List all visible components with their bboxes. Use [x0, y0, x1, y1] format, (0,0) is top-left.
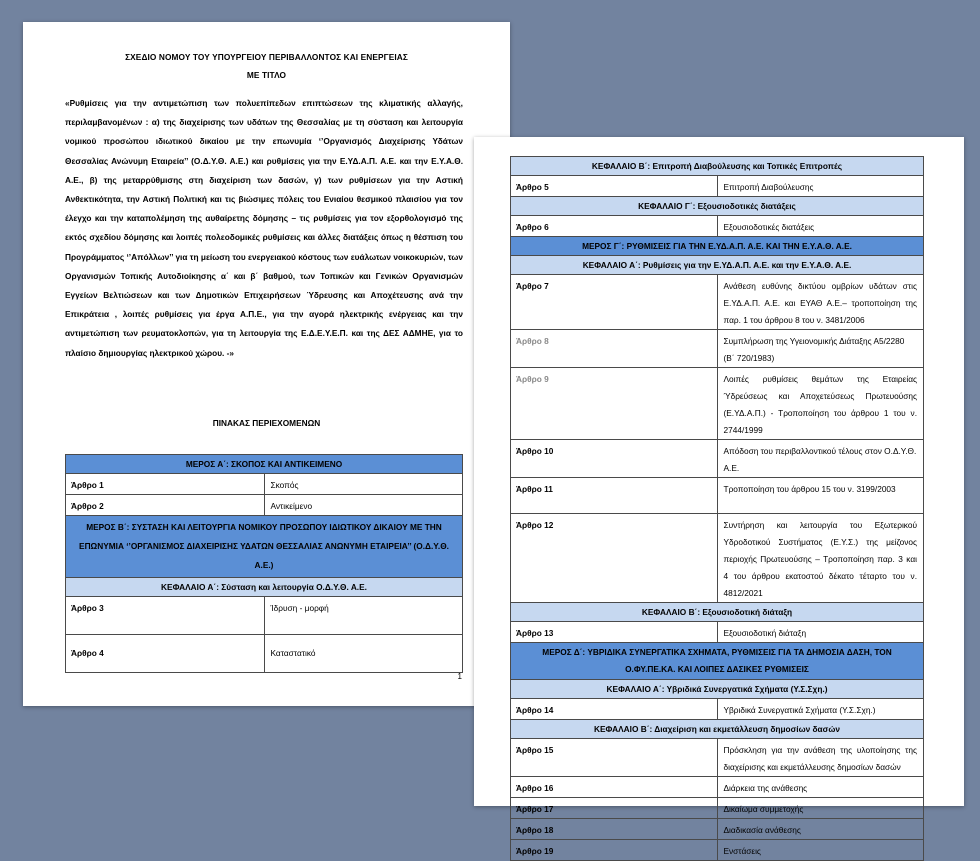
bill-title-line-1: ΣΧΕΔΙΟ ΝΟΜΟΥ ΤΟΥ ΥΠΟΥΡΓΕΙΟΥ ΠΕΡΙΒΑΛΛΟΝΤΟΣ ΚΑΙ ΕΝΕΡΓΕΙΑΣ: [125, 52, 408, 62]
toc-part-row: [511, 643, 924, 680]
article-9-label: Άρθρο 9: [511, 368, 718, 440]
article-19-title: Ενστάσεις: [717, 840, 924, 861]
chapter-d-b-heading: ΚΕΦΑΛΑΙΟ Β΄: Διαχείριση και εκμετάλλευση δημοσίων δασών: [511, 720, 924, 739]
article-18-title: Διαδικασία ανάθεσης: [717, 819, 924, 840]
toc-article-row: [511, 176, 924, 197]
article-15-label: Άρθρο 15: [511, 739, 718, 777]
article-4-label: Άρθρο 4: [66, 635, 265, 673]
article-14-label: Άρθρο 14: [511, 699, 718, 720]
article-6-label: Άρθρο 6: [511, 216, 718, 237]
article-13-label: Άρθρο 13: [511, 622, 718, 643]
toc-chapter-row: [511, 720, 924, 739]
toc-article-row: [511, 216, 924, 237]
chapter-d-a-heading: ΚΕΦΑΛΑΙΟ Α΄: Υβριδικά Συνεργατικά Σχήματα (Υ.Σ.Σχη.): [511, 680, 924, 699]
article-1-label: Άρθρο 1: [66, 474, 265, 495]
article-9-title: Λοιπές ρυθμίσεις θεμάτων της Εταιρείας Ύδρεύσεως και Αποχετεύσεως Πρωτευούσης (Ε.ΥΔ.Α.Π.) - Τροποποίηση του άρθρου 1 του ν. 2744/1999: [717, 368, 924, 440]
chapter-c-a-heading: ΚΕΦΑΛΑΙΟ Α΄: Ρυθμίσεις για την Ε.ΥΔ.Α.Π. Α.Ε. και την Ε.Υ.Α.Θ. Α.Ε.: [511, 256, 924, 275]
toc-article-row: [511, 330, 924, 368]
article-18-label: Άρθρο 18: [511, 819, 718, 840]
toc-chapter-row: [511, 197, 924, 216]
toc-part-row: [66, 455, 463, 474]
article-16-label: Άρθρο 16: [511, 777, 718, 798]
toc-article-row: [511, 514, 924, 603]
article-11-title: Τροποποίηση του άρθρου 15 του ν. 3199/2003: [717, 478, 924, 514]
toc-chapter-row: [511, 603, 924, 622]
toc-chapter-row: [66, 578, 463, 597]
toc-article-row: [511, 819, 924, 840]
article-12-label: Άρθρο 12: [511, 514, 718, 603]
article-10-title: Απόδοση του περιβαλλοντικού τέλους στον Ο.Δ.Υ.Θ. Α.Ε.: [717, 440, 924, 478]
bill-title-line-2: ΜΕ ΤΙΤΛΟ: [246, 70, 287, 80]
chapter-b-a-heading: ΚΕΦΑΛΑΙΟ Α΄: Σύσταση και λειτουργία Ο.Δ.Υ.Θ. Α.Ε.: [66, 578, 463, 597]
article-4-title: Καταστατικό: [264, 635, 463, 673]
toc-article-row: [511, 798, 924, 819]
bill-intro-text: «Ρυθμίσεις για την αντιμετώπιση των πολυεπίπεδων επιπτώσεων της κλιματικής αλλαγής, περιλαμβανομένων : α) της διαχείρισης των υδάτων της Θεσσαλίας με τη σύσταση και λειτουργία νομικού προσώπου ιδιωτικού δικαίου με την επωνυμία ‘’Οργανισμός Διαχείρισης Υδάτων Θεσσαλίας Ανώνυμη Εταιρεία’’ (Ο.Δ.Υ.Θ. Α.Ε.) και ρυθμίσεις για την Ε.ΥΔ.Α.Π. Α.Ε. και την Ε.Υ.Α.Θ. Α.Ε., β) της μεταρρύθμισης στη διαχείριση των δασών, γ) των ρυθμίσεων για την Αστική Ανθεκτικότητα, την Αστική Πολιτική και τις βιώσιμες πόλεις του Ενιαίου θεσμικού πλαισίου για τον έλεγχο και την καταπολέμηση της αυθαίρετης δόμησης – τις ρυθμίσεις για τον εξορθολογισμό της εκτός σχεδίου δόμησης και λοιπές πολεοδομικές ρυθμίσεις και άλλες διατάξεις όπως η θέσπιση του Προγράμματος ‘’Απόλλων’’ για τη μείωση του ενεργειακού κόστους των ευάλωτων νοικοκυριών, των Οργανισμών Τοπικής Αυτοδιοίκησης α΄ και β΄ βαθμού, των Τοπικών και Γενικών Οργανισμών Εγγείων Βελτιώσεων και των Δημοτικών Επιχειρήσεων Ύδρευσης και Αποχέτευσης ανά την Επικράτεια , λοιπές ρυθμίσεις για έργα Α.Π.Ε., για την αγορά ηλεκτρικής ενέργειας και την αντιμετώπιση των ρευματοκλοπών, για τη λειτουργία της Ε.Δ.Ε.Υ.Ε.Π. και της ΔΕΣ ΑΔΜΗΕ, για το πλαίσιο δημιουργίας ηλεκτρικού χώρου. -»: [65, 98, 463, 358]
article-10-label: Άρθρο 10: [511, 440, 718, 478]
article-7-label: Άρθρο 7: [511, 275, 718, 330]
toc-article-row: [511, 777, 924, 798]
article-17-title: Δικαίωμα συμμετοχής: [717, 798, 924, 819]
chapter-b-b-heading: ΚΕΦΑΛΑΙΟ Β΄: Επιτροπή Διαβούλευσης και Τοπικές Επιτροπές: [511, 157, 924, 176]
page-number: 1: [457, 672, 462, 681]
document-page-2: [474, 137, 964, 856]
article-5-label: Άρθρο 5: [511, 176, 718, 197]
article-16-title: Διάρκεια της ανάθεσης: [717, 777, 924, 798]
article-17-label: Άρθρο 17: [511, 798, 718, 819]
toc-chapter-row: [511, 680, 924, 699]
article-1-title: Σκοπός: [264, 474, 463, 495]
article-2-label: Άρθρο 2: [66, 495, 265, 516]
part-d-heading: ΜΕΡΟΣ Δ΄: ΥΒΡΙΔΙΚΑ ΣΥΝΕΡΓΑΤΙΚΑ ΣΧΗΜΑΤΑ, ΡΥΘΜΙΣΕΙΣ ΓΙΑ ΤΑ ΔΗΜΟΣΙΑ ΔΑΣΗ, ΤΟΝ Ο.ΦΥ.ΠΕ.ΚΑ. ΚΑΙ ΛΟΙΠΕΣ ΔΑΣΙΚΕΣ ΡΥΘΜΙΣΕΙΣ: [511, 643, 924, 680]
article-11-label: Άρθρο 11: [511, 478, 718, 514]
toc-table-page-1: [65, 454, 463, 673]
article-5-title: Επιτροπή Διαβούλευσης: [717, 176, 924, 197]
article-15-title: Πρόσκληση για την ανάθεση της υλοποίησης της διαχείρισης και εκμετάλλευσης δημοσίων δασών: [717, 739, 924, 777]
toc-article-row: [511, 440, 924, 478]
chapter-b-c-heading: ΚΕΦΑΛΑΙΟ Γ΄: Εξουσιοδοτικές διατάξεις: [511, 197, 924, 216]
article-6-title: Εξουσιοδοτικές διατάξεις: [717, 216, 924, 237]
toc-article-row: [511, 368, 924, 440]
toc-chapter-row: [511, 157, 924, 176]
toc-article-row: [66, 495, 463, 516]
chapter-c-b-heading: ΚΕΦΑΛΑΙΟ Β΄: Εξουσιοδοτική διάταξη: [511, 603, 924, 622]
part-a-heading: ΜΕΡΟΣ Α΄: ΣΚΟΠΟΣ ΚΑΙ ΑΝΤΙΚΕΙΜΕΝΟ: [66, 455, 463, 474]
toc-article-row: [66, 635, 463, 673]
toc-article-row: [511, 478, 924, 514]
toc-article-row: [66, 474, 463, 495]
toc-article-row: [511, 275, 924, 330]
toc-article-row: [511, 622, 924, 643]
toc-article-row: [511, 739, 924, 777]
article-14-title: Υβριδικά Συνεργατικά Σχήματα (Υ.Σ.Σχη.): [717, 699, 924, 720]
article-13-title: Εξουσιοδοτική διάταξη: [717, 622, 924, 643]
toc-heading: ΠΙΝΑΚΑΣ ΠΕΡΙΕΧΟΜΕΝΩΝ: [212, 418, 321, 428]
article-12-title: Συντήρηση και λειτουργία του Εξωτερικού Υδροδοτικού Συστήματος (Ε.Υ.Σ.) της μείζονος περιοχής Πρωτευούσης – Τροποποίηση παρ. 3 και 4 του άρθρου εκατοστού δέκατο τέταρτο του ν. 4812/2021: [717, 514, 924, 603]
article-7-title: Ανάθεση ευθύνης δικτύου ομβρίων υδάτων στις Ε.ΥΔ.Α.Π. Α.Ε. και ΕΥΑΘ Α.Ε.– τροποποίηση της παρ. 1 του άρθρου 8 του ν. 3481/2006: [717, 275, 924, 330]
article-3-label: Άρθρο 3: [66, 597, 265, 635]
part-b-heading: ΜΕΡΟΣ Β΄: ΣΥΣΤΑΣΗ ΚΑΙ ΛΕΙΤΟΥΡΓΙΑ ΝΟΜΙΚΟΥ ΠΡΟΣΩΠΟΥ ΙΔΙΩΤΙΚΟΥ ΔΙΚΑΙΟΥ ΜΕ ΤΗΝ ΕΠΩΝΥΜΙΑ ‘’ΟΡΓΑΝΙΣΜΟΣ ΔΙΑΧΕΙΡΙΣΗΣ ΥΔΑΤΩΝ ΘΕΣΣΑΛΙΑΣ ΑΝΩΝΥΜΗ ΕΤΑΙΡΕΙΑ’’ (Ο.Δ.Υ.Θ. Α.Ε.): [66, 516, 463, 578]
article-8-label: Άρθρο 8: [511, 330, 718, 368]
article-19-label: Άρθρο 19: [511, 840, 718, 861]
toc-chapter-row: [511, 256, 924, 275]
toc-article-row: [511, 840, 924, 861]
toc-article-row: [66, 597, 463, 635]
toc-part-row: [66, 516, 463, 578]
toc-article-row: [511, 699, 924, 720]
document-page-1: [23, 22, 510, 706]
toc-part-row: [511, 237, 924, 256]
part-c-heading: ΜΕΡΟΣ Γ΄: ΡΥΘΜΙΣΕΙΣ ΓΙΑ ΤΗΝ Ε.ΥΔ.Α.Π. Α.Ε. ΚΑΙ ΤΗΝ Ε.Υ.Α.Θ. Α.Ε.: [511, 237, 924, 256]
article-2-title: Αντικείμενο: [264, 495, 463, 516]
article-3-title: Ίδρυση - μορφή: [264, 597, 463, 635]
toc-table-page-2: [510, 156, 924, 861]
article-8-title: Συμπλήρωση της Υγειονομικής Διάταξης Α5/2280 (Β΄ 720/1983): [717, 330, 924, 368]
